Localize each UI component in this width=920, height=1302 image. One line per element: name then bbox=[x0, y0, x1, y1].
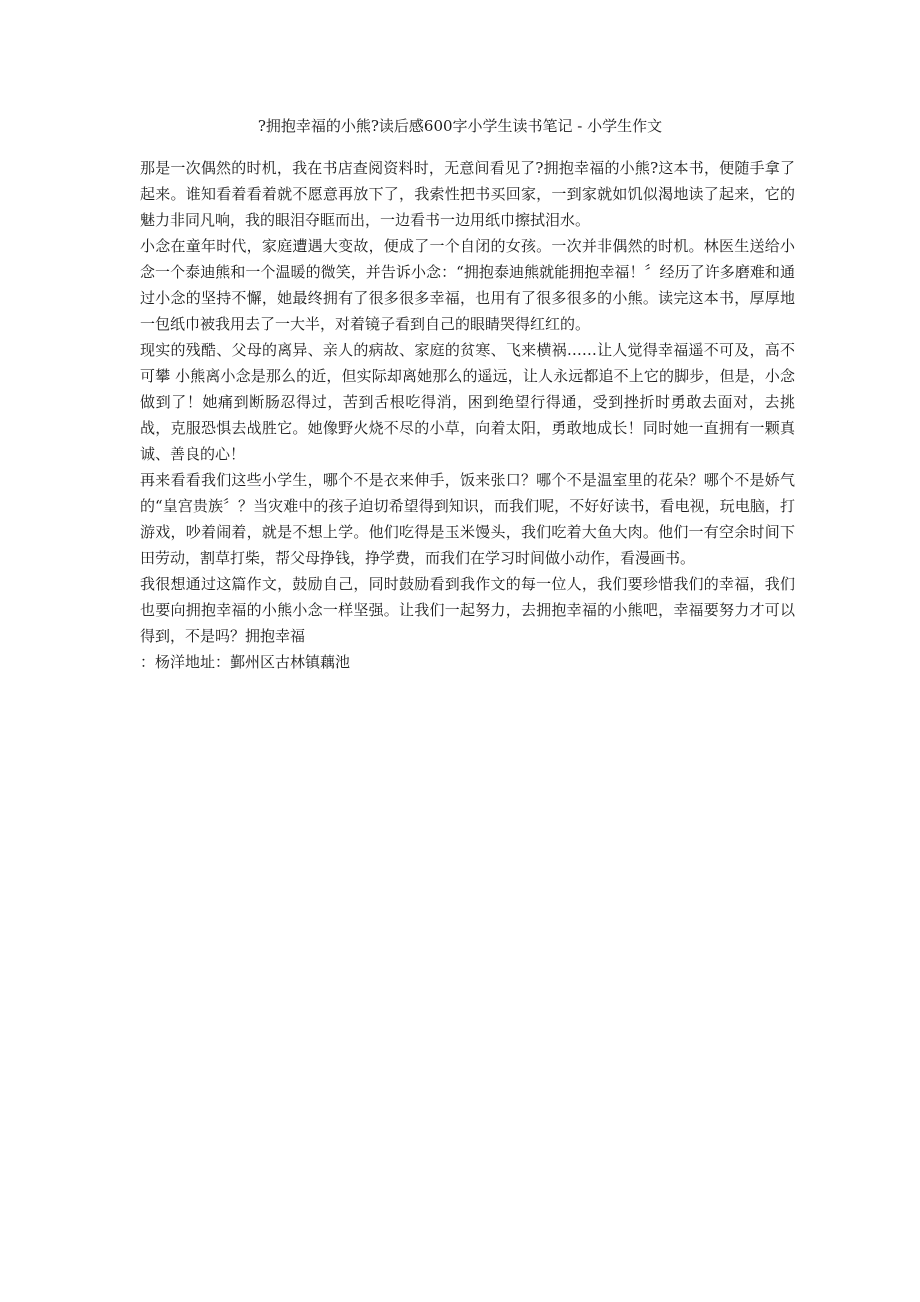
document-title: ?拥抱幸福的小熊?读后感600字小学生读书笔记 - 小学生作文 bbox=[257, 117, 663, 135]
paragraph-3: 现实的残酷、父母的离异、亲人的病故、家庭的贫寒、飞来横祸……让人觉得幸福遥不可及，高不可攀 小熊离小念是那么的近，但实际却离她那么的遥远，让人永远都追不上它的脚步，但是，小念做到了！她痛到断肠忍得过，苦到舌根吃得消，困到绝望行得通，受到挫折时勇敢去面对，去挑战，克服恐惧去战胜它。她像野火烧不尽的小草，向着太阳，勇敢地成长！同时她一直拥有一颗真诚、善良的心！ bbox=[140, 341, 795, 463]
author-address-line: ：杨洋地址：鄞州区古林镇藕池 bbox=[140, 653, 351, 671]
paragraph-2: 小念在童年时代，家庭遭遇大变故，便成了一个自闭的女孩。一次并非偶然的时机。林医生送给小念一个泰迪熊和一个温暖的微笑，并告诉小念：“拥抱泰迪熊就能拥抱幸福！〞经历了许多磨难和通过小念的坚持不懈，她最终拥有了很多很多幸福，也用有了很多很多的小熊。读完这本书，厚厚地一包纸巾被我用去了一大半，对着镜子看到自己的眼睛哭得红红的。 bbox=[140, 237, 795, 333]
document-body bbox=[140, 155, 795, 675]
paragraph-4: 再来看看我们这些小学生，哪个不是衣来伸手，饭来张口？哪个不是温室里的花朵？哪个不是娇气的“皇宫贵族〞？当灾难中的孩子迫切希望得到知识，而我们呢，不好好读书，看电视，玩电脑，打游戏，吵着闹着，就是不想上学。他们吃得是玉米馒头，我们吃着大鱼大肉。他们一有空余时间下田劳动，割草打柴，帮父母挣钱，挣学费，而我们在学习时间做小动作，看漫画书。 bbox=[140, 471, 795, 567]
paragraph-5: 我很想通过这篇作文，鼓励自己，同时鼓励看到我作文的每一位人，我们要珍惜我们的幸福，我们也要向拥抱幸福的小熊小念一样坚强。让我们一起努力，去拥抱幸福的小熊吧，幸福要努力才可以得到，不是吗？拥抱幸福 bbox=[140, 575, 795, 645]
paragraph-1: 那是一次偶然的时机，我在书店查阅资料时，无意间看见了?拥抱幸福的小熊?这本书，便随手拿了起来。谁知看着看着就不愿意再放下了，我索性把书买回家，一到家就如饥似渴地读了起来，它的魅力非同凡响，我的眼泪夺眶而出，一边看书一边用纸巾擦拭泪水。 bbox=[140, 159, 795, 229]
